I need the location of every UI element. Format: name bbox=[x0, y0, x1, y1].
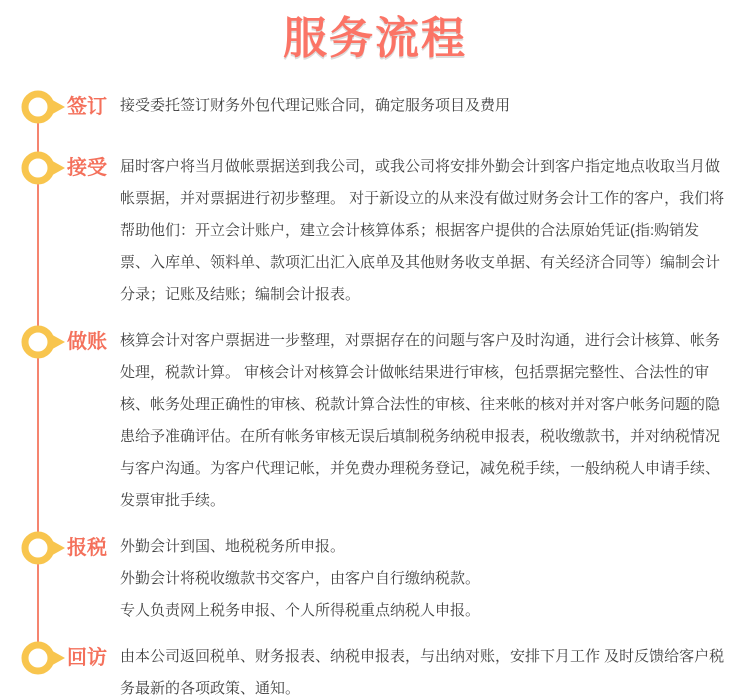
ring-with-right-arrow-icon bbox=[21, 151, 67, 185]
step-description-paragraph: 专人负责网上税务申报、个人所得税重点纳税人申报。 bbox=[120, 602, 481, 619]
ring-with-right-arrow-icon bbox=[21, 531, 67, 565]
step-marker bbox=[21, 641, 67, 675]
ring-with-right-arrow-icon bbox=[21, 641, 67, 675]
service-process-timeline bbox=[0, 90, 750, 696]
step-description-paragraph: 外勤会计到国、地税税务所申报。 bbox=[120, 538, 346, 555]
step-label: 接受 bbox=[67, 157, 107, 179]
timeline-step bbox=[21, 325, 750, 517]
step-label: 做账 bbox=[67, 331, 107, 353]
timeline-step bbox=[21, 151, 750, 311]
step-description bbox=[120, 90, 750, 122]
step-marker bbox=[21, 90, 67, 124]
step-marker bbox=[21, 531, 67, 565]
step-marker bbox=[21, 151, 67, 185]
step-description-paragraph: 届时客户将当月做帐票据送到我公司，或我公司将安排外勤会计到客户指定地点收取当月做帐票据，并对票据进行初步整理。 对于新设立的从来没有做过财务会计工作的客户，我们将帮助他们：开立会计账户，建立会计核算体系；根据客户提供的合法原始凭证(指:购销发票、入库单、领料单、款项汇出汇入底单及其他财务收支单据、有关经济合同等）编制会计分录；记账及结账；编制会计报表。 bbox=[120, 158, 725, 303]
step-description bbox=[120, 151, 750, 311]
timeline-step bbox=[21, 90, 750, 124]
step-label: 签订 bbox=[67, 96, 107, 118]
step-description-paragraph: 由本公司返回税单、财务报表、纳税申报表，与出纳对账，安排下月工作 及时反馈给客户税务最新的各项政策、通知。 bbox=[120, 648, 725, 696]
step-description bbox=[120, 325, 750, 517]
step-label: 报税 bbox=[67, 537, 107, 559]
step-marker bbox=[21, 325, 67, 359]
ring-with-right-arrow-icon bbox=[21, 325, 67, 359]
step-description bbox=[120, 531, 750, 627]
page-title: 服务流程 bbox=[283, 14, 467, 63]
step-label: 回访 bbox=[67, 647, 107, 669]
step-description bbox=[120, 641, 750, 696]
ring-with-right-arrow-icon bbox=[21, 90, 67, 124]
step-description-paragraph: 核算会计对客户票据进一步整理，对票据存在的问题与客户及时沟通，进行会计核算、帐务处理，税款计算。 审核会计对核算会计做帐结果进行审核，包括票据完整性、合法性的审核、帐务处理正确性的审核、税款计算合法性的审核、往来帐的核对并对客户帐务问题的隐患给予准确评估。在所有帐务审核无误后填制税务纳税申报表，税收缴款书，并对纳税情况与客户沟通。为客户代理记帐，并免费办理税务登记，减免税手续，一般纳税人申请手续、发票审批手续。 bbox=[120, 332, 721, 509]
timeline-step bbox=[21, 531, 750, 627]
step-description-paragraph: 外勤会计将税收缴款书交客户，由客户自行缴纳税款。 bbox=[120, 570, 481, 587]
step-description-paragraph: 接受委托签订财务外包代理记账合同，确定服务项目及费用 bbox=[120, 97, 511, 114]
timeline-step bbox=[21, 641, 750, 696]
